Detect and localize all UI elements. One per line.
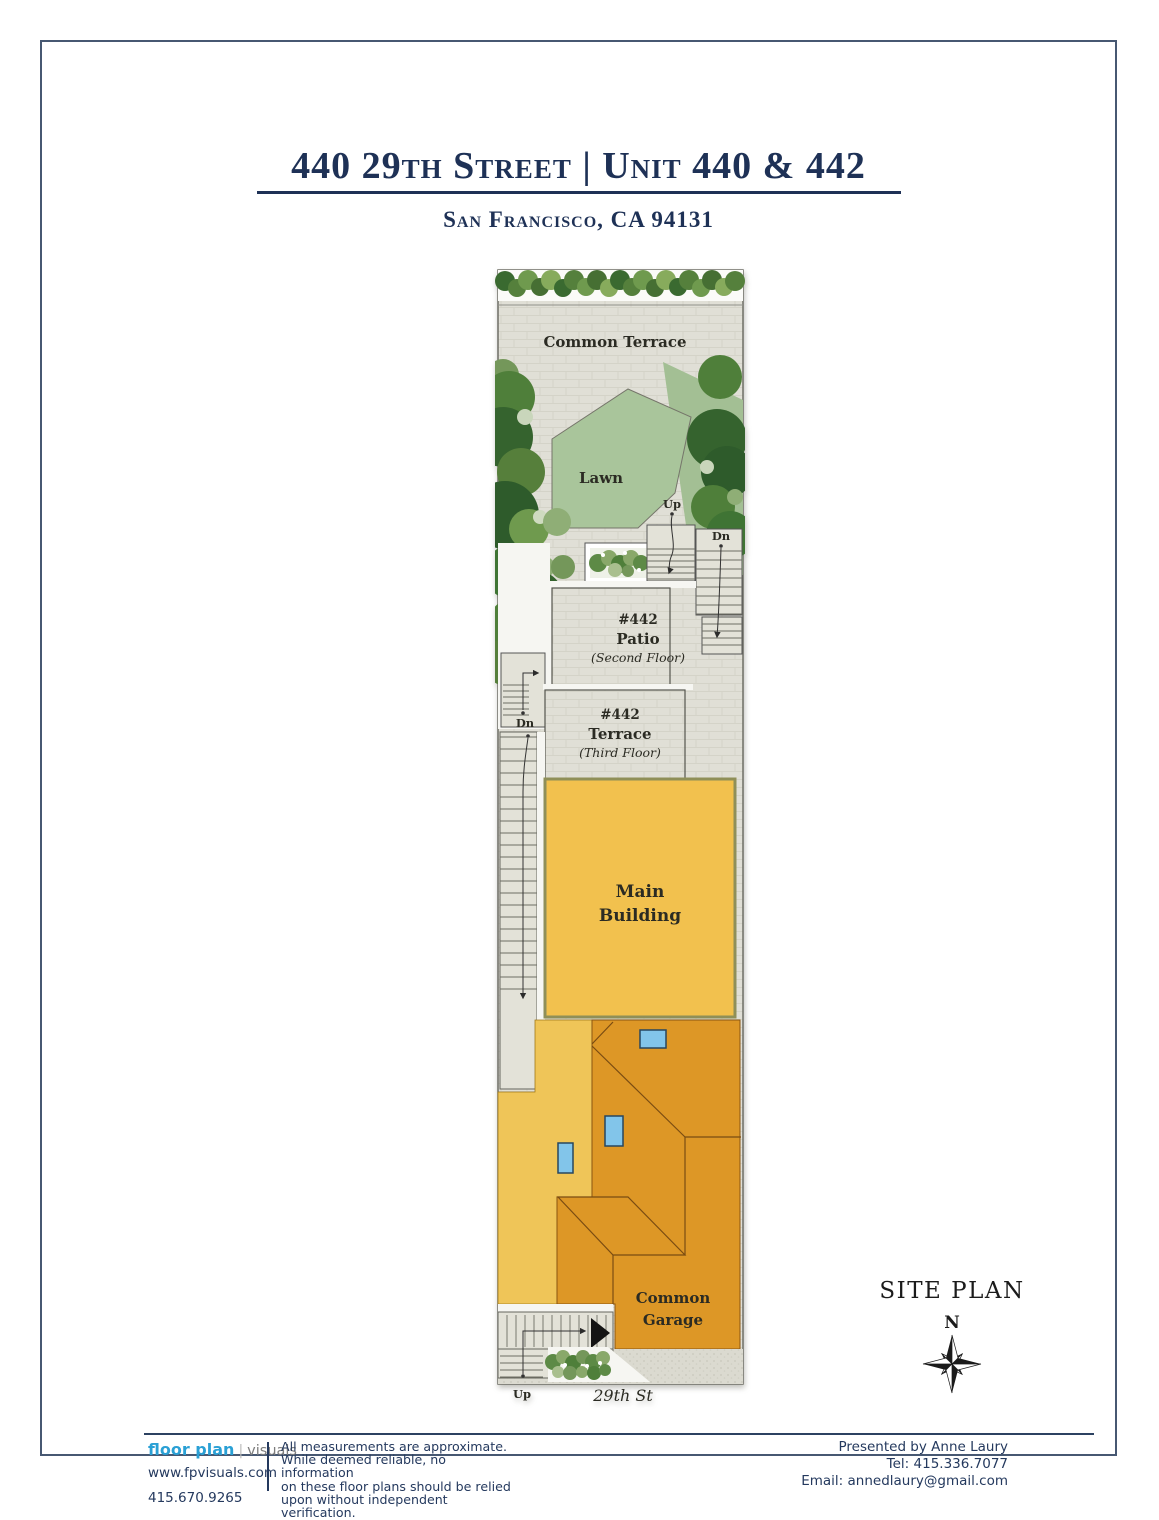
common-terrace-label: Common Terrace xyxy=(543,333,687,351)
agent-email: Email: annedlaury@gmail.com xyxy=(801,1473,1008,1489)
garage-label-1: Common xyxy=(635,1289,711,1307)
footer-divider-line xyxy=(144,1433,1094,1435)
main-building-label-1: Main xyxy=(615,882,665,902)
compass-rose-icon xyxy=(921,1333,983,1395)
right-stairs xyxy=(696,529,742,654)
lawn-label: Lawn xyxy=(578,469,624,487)
main-building-label-2: Building xyxy=(598,906,682,926)
disclaimer-line: on these floor plans should be relied xyxy=(281,1478,511,1494)
hedge-row xyxy=(495,270,745,305)
footer-vertical-divider xyxy=(267,1442,269,1491)
agent-tel: Tel: 415.336.7077 xyxy=(886,1456,1008,1472)
disclaimer-line: upon without independent verification. xyxy=(281,1491,448,1520)
disclaimer-line: All measurements are approximate. xyxy=(281,1439,507,1454)
footer-phone: 415.670.9265 xyxy=(148,1490,243,1506)
patio-unit-label: #442 xyxy=(618,612,658,628)
skylight xyxy=(558,1143,573,1173)
site-plan-drawing xyxy=(495,267,745,1412)
presented-by: Presented by Anne Laury xyxy=(838,1439,1008,1455)
terrace-floor-label: (Third Floor) xyxy=(579,745,661,760)
logo-floorplan-text: floor plan xyxy=(148,1440,235,1459)
terrace-gap xyxy=(543,684,693,690)
logo-separator: | xyxy=(238,1443,244,1459)
garage-label-2: Garage xyxy=(642,1311,704,1329)
terrace-unit-label: #442 xyxy=(600,707,640,723)
logo-visuals-text: visuals xyxy=(247,1443,297,1459)
north-label: N xyxy=(944,1313,960,1333)
disclaimer-line: While deemed reliable, no information xyxy=(281,1452,446,1481)
terrace-name-label: Terrace xyxy=(588,725,652,743)
page-border-frame xyxy=(40,40,1117,1520)
footer-agent-block xyxy=(801,1439,1008,1490)
street-label: 29th St xyxy=(593,1386,653,1405)
header xyxy=(42,144,1115,233)
page-title: 440 29th Street | Unit 440 & 442 xyxy=(291,145,866,187)
footer-disclaimer xyxy=(281,1440,521,1519)
up-top-label: Up xyxy=(662,497,682,511)
planter xyxy=(585,543,653,583)
site-plan-block xyxy=(860,1278,1044,1395)
skylight xyxy=(640,1030,666,1048)
footer-brand-block xyxy=(148,1440,297,1506)
page-subtitle: San Francisco, CA 94131 xyxy=(443,207,714,232)
dn-left-label: Dn xyxy=(515,716,535,730)
dn-right-label: Dn xyxy=(711,529,731,543)
patio-floor-label: (Second Floor) xyxy=(591,650,685,665)
patio-name-label: Patio xyxy=(616,630,660,648)
floorplan-visuals-logo xyxy=(148,1440,297,1459)
stair-gap xyxy=(498,1304,613,1312)
up-bottom-label: Up xyxy=(512,1387,532,1401)
footer-website: www.fpvisuals.com xyxy=(148,1465,278,1481)
site-plan-label: SITE PLAN xyxy=(879,1278,1025,1304)
patio-gap-top xyxy=(550,581,696,588)
skylight xyxy=(605,1116,623,1146)
title-underline xyxy=(257,191,901,194)
